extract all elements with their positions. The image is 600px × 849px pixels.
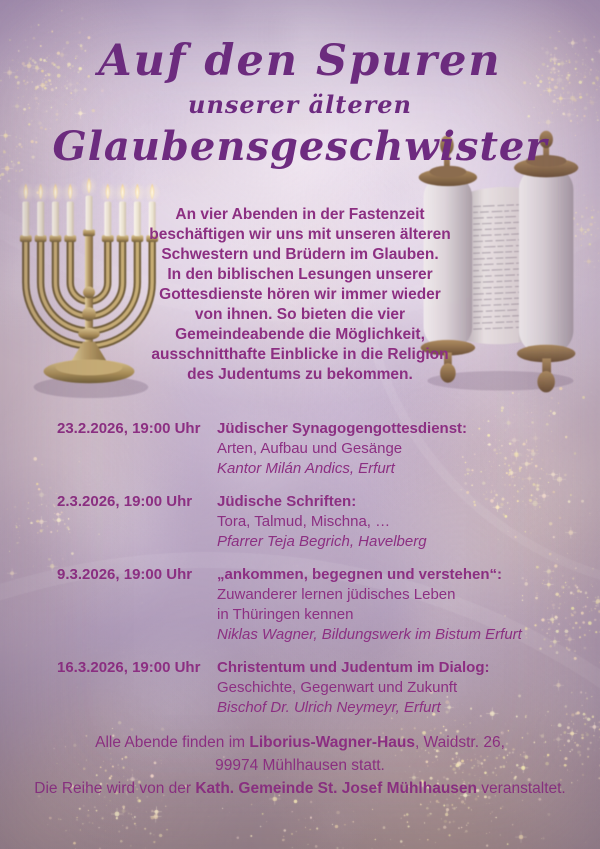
- event-credit: Kantor Milán Andics, Erfurt: [217, 460, 395, 477]
- event-row: [57, 492, 567, 552]
- footer-text: Die Reihe wird von der: [34, 780, 196, 797]
- intro-line: beschäftigen wir uns mit unseren älteren: [149, 226, 451, 243]
- event-credit: Pfarrer Teja Begrich, Havelberg: [217, 533, 427, 550]
- event-title: Jüdischer Synagogengottesdienst:: [217, 420, 468, 437]
- event-detail: Geschichte, Gegenwart und Zukunft: [217, 679, 458, 696]
- intro-line: Gottesdienste hören wir immer wieder: [159, 286, 441, 303]
- intro-line: In den biblischen Lesungen unserer: [167, 266, 433, 283]
- event-body: [217, 565, 567, 645]
- event-detail: Arten, Aufbau und Gesänge: [217, 440, 403, 457]
- footer-line-organizer: [0, 777, 600, 800]
- event-title: Christentum und Judentum im Dialog:: [217, 659, 490, 676]
- intro-paragraph: [105, 205, 495, 385]
- intro-line: ausschnitthafte Einblicke in die Religion: [151, 346, 449, 363]
- intro-line: Schwestern und Brüdern im Glauben.: [161, 246, 439, 263]
- event-title: „ankommen, begegnen und verstehen“:: [217, 566, 503, 583]
- event-body: [217, 419, 567, 479]
- event-body: [217, 492, 567, 552]
- title-block: [0, 34, 600, 173]
- event-title: Jüdische Schriften:: [217, 493, 357, 510]
- event-detail: Tora, Talmud, Mischna, …: [217, 513, 391, 530]
- page-title-line3: Glaubensgeschwister: [52, 123, 548, 170]
- event-date: 9.3.2026, 19:00 Uhr: [57, 566, 193, 583]
- footer: [0, 731, 600, 800]
- intro-line: des Judentums zu bekommen.: [187, 366, 413, 383]
- page-title-line2: unserer älteren: [188, 90, 412, 119]
- intro-line: von ihnen. So bieten die vier: [194, 306, 406, 323]
- intro-line: Gemeindeabende die Möglichkeit,: [175, 326, 425, 343]
- event-row: [57, 565, 567, 645]
- event-detail: Zuwanderer lernen jüdisches Leben: [217, 586, 456, 603]
- event-credit: Niklas Wagner, Bildungswerk im Bistum Erfurt: [217, 626, 522, 643]
- venue-name: Liborius-Wagner-Haus: [249, 734, 415, 751]
- intro-line: An vier Abenden in der Fastenzeit: [175, 206, 425, 223]
- event-row: [57, 419, 567, 479]
- event-credit: Bischof Dr. Ulrich Neymeyr, Erfurt: [217, 699, 441, 716]
- footer-line-city: 99974 Mühlhausen statt.: [215, 757, 385, 774]
- footer-text: Alle Abende finden im: [95, 734, 250, 751]
- event-row: [57, 658, 567, 718]
- event-date: 16.3.2026, 19:00 Uhr: [57, 659, 201, 676]
- event-date: 2.3.2026, 19:00 Uhr: [57, 493, 193, 510]
- event-date: 23.2.2026, 19:00 Uhr: [57, 420, 201, 437]
- page-title-line1: Auf den Spuren: [98, 36, 502, 86]
- event-list: [57, 419, 567, 731]
- organizer-name: Kath. Gemeinde St. Josef Mühlhausen: [195, 780, 477, 797]
- event-body: [217, 658, 567, 718]
- footer-line-venue: [0, 731, 600, 754]
- event-detail: in Thüringen kennen: [217, 606, 354, 623]
- footer-text: veranstaltet.: [477, 780, 566, 797]
- footer-text: , Waidstr. 26,: [415, 734, 505, 751]
